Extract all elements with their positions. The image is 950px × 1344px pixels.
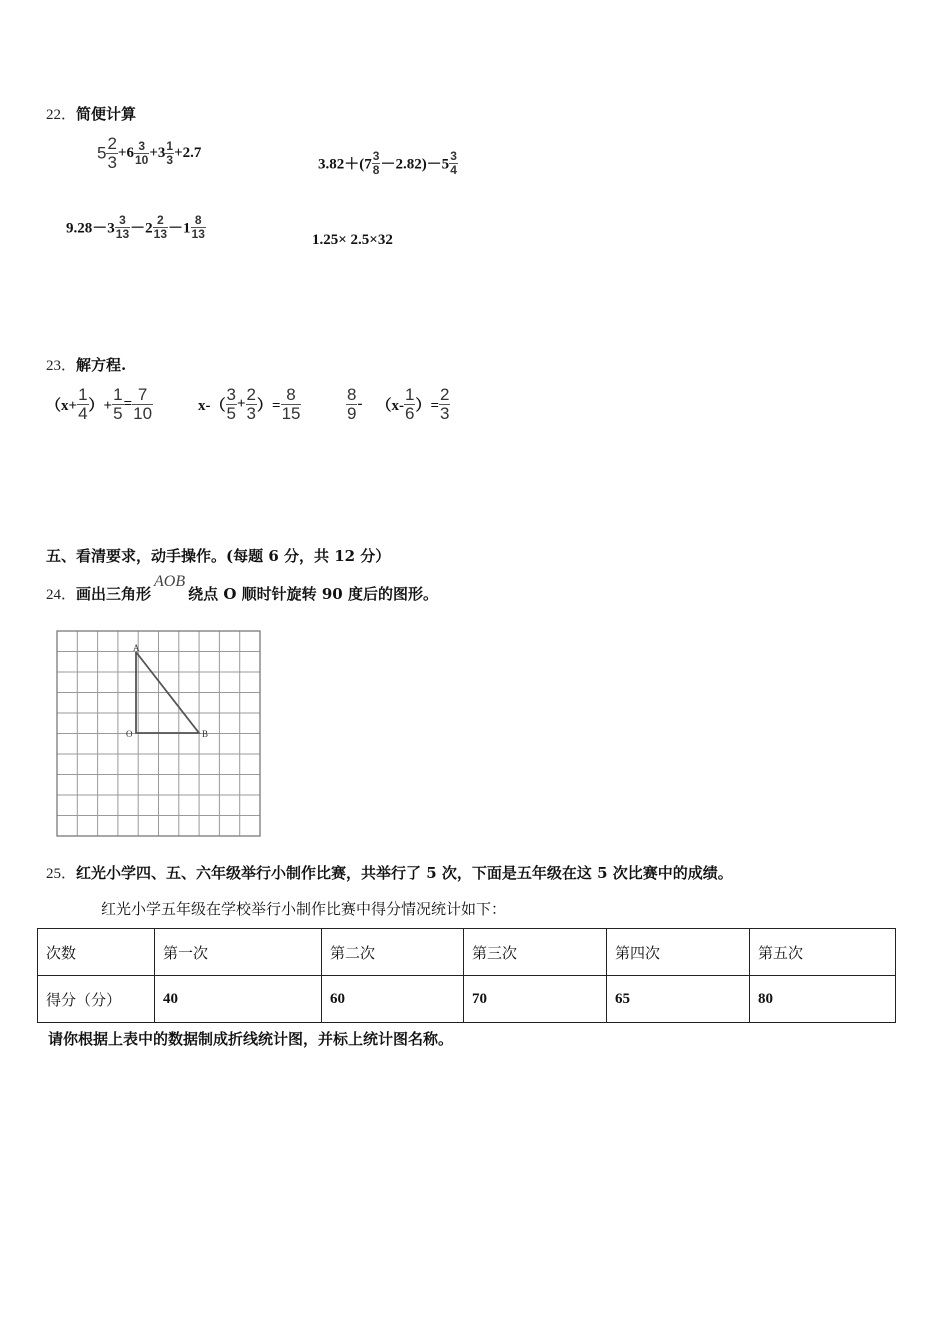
expr-text: +2.7 — [174, 144, 202, 161]
q22-expr-3 — [66, 214, 206, 240]
expr-text: 9.28－3 — [66, 220, 115, 237]
q23-equation-3 — [346, 386, 450, 423]
table-cell: 第二次 — [322, 929, 464, 976]
table-cell: 80 — [750, 976, 896, 1023]
q23-equation-1 — [46, 386, 153, 423]
table-cell: 得分（分） — [38, 976, 155, 1023]
table-cell: 65 — [607, 976, 750, 1023]
score-table — [37, 928, 896, 1023]
table-header-row — [38, 929, 896, 976]
fraction: $\frac{8}{15}$ — [281, 385, 301, 423]
expr-text: 3.82＋(7 — [318, 156, 372, 173]
q25-heading — [46, 862, 733, 883]
fraction: $\frac{2}{3}$ — [440, 385, 450, 423]
fraction: $\frac{3}{8}$ — [372, 149, 380, 177]
table-caption: 红光小学五年级在学校举行小制作比赛中得分情况统计如下： — [101, 900, 507, 918]
q23-equation-2 — [198, 386, 301, 423]
triangle-symbol: AOB — [154, 573, 186, 590]
expr-text: ）= — [257, 397, 281, 414]
expr-text: x-（ — [198, 397, 226, 414]
expr-text: （x+ — [46, 397, 78, 414]
expr-text: - — [357, 395, 363, 412]
q22-heading — [46, 103, 136, 124]
mixed-whole: 5 — [97, 143, 107, 163]
vertex-a-label: A — [133, 643, 140, 653]
q22-expr-2 — [318, 150, 458, 176]
table-row — [38, 976, 896, 1023]
rotation-grid — [56, 630, 262, 838]
table-cell: 次数 — [38, 929, 155, 976]
expr-text: +3 — [149, 144, 166, 161]
fraction: $\frac{1}{4}$ — [78, 385, 88, 423]
fraction: $\frac{1}{3}$ — [166, 139, 174, 167]
fraction: $\frac{2}{3}$ — [107, 134, 117, 172]
fraction: $\frac{2}{3}$ — [246, 385, 256, 423]
fraction: $\frac{2}{13}$ — [153, 213, 167, 241]
q22-expr-4: 1.25× 2.5×32 — [312, 232, 393, 248]
q23-number: 23． — [46, 358, 77, 374]
expr-text: = — [123, 395, 133, 412]
table-cell: 40 — [155, 976, 322, 1023]
q23-title: 解方程. — [76, 356, 127, 374]
q25-text: 红光小学四、五、六年级举行小制作比赛，共举行了 5 次，下面是五年级在这 5 次比赛中的成绩。 — [76, 864, 733, 882]
expr-text: ）= — [415, 397, 439, 414]
table-cell: 第四次 — [607, 929, 750, 976]
q25-instruction: 请你根据上表中的数据制成折线统计图，并标上统计图名称。 — [48, 1030, 454, 1048]
table-cell: 70 — [464, 976, 607, 1023]
q22-number: 22． — [46, 107, 77, 123]
fraction: $\frac{3}{10}$ — [135, 139, 149, 167]
table-cell: 第三次 — [464, 929, 607, 976]
fraction: $\frac{3}{13}$ — [115, 213, 130, 241]
expr-text: －1 — [168, 220, 191, 237]
expr-text: ）+ — [88, 397, 113, 414]
q24-heading — [46, 573, 438, 604]
vertex-o-label: O — [126, 729, 133, 739]
fraction: $\frac{7}{10}$ — [133, 385, 153, 423]
expr-text: －2.82)－5 — [380, 156, 450, 173]
fraction: $\frac{1}{5}$ — [113, 385, 123, 423]
expr-text: + — [236, 395, 246, 412]
q24-text-pre: 画出三角形 — [76, 585, 152, 603]
q25-number: 25． — [46, 866, 77, 882]
vertex-b-label: B — [202, 729, 209, 739]
expr-text: +6 — [117, 144, 134, 161]
fraction: $\frac{8}{9}$ — [347, 385, 357, 423]
q24-text-post: 绕点 O 顺时针旋转 90 度后的图形。 — [188, 585, 438, 603]
table-cell: 第一次 — [155, 929, 322, 976]
section-5-heading: 五、看清要求，动手操作。(每题 6 分，共 12 分） — [46, 547, 391, 565]
fraction: $\frac{3}{4}$ — [450, 149, 457, 177]
expr-text: （x- — [376, 397, 404, 414]
q23-heading — [46, 354, 126, 375]
table-cell: 60 — [322, 976, 464, 1023]
q22-title: 简便计算 — [76, 105, 137, 123]
q22-expr-1 — [97, 135, 201, 172]
table-cell: 第五次 — [750, 929, 896, 976]
fraction: $\frac{1}{6}$ — [404, 385, 415, 423]
q24-number: 24． — [46, 587, 77, 603]
fraction: $\frac{3}{5}$ — [226, 385, 236, 423]
fraction: $\frac{8}{13}$ — [191, 213, 205, 241]
expr-text: －2 — [130, 220, 153, 237]
